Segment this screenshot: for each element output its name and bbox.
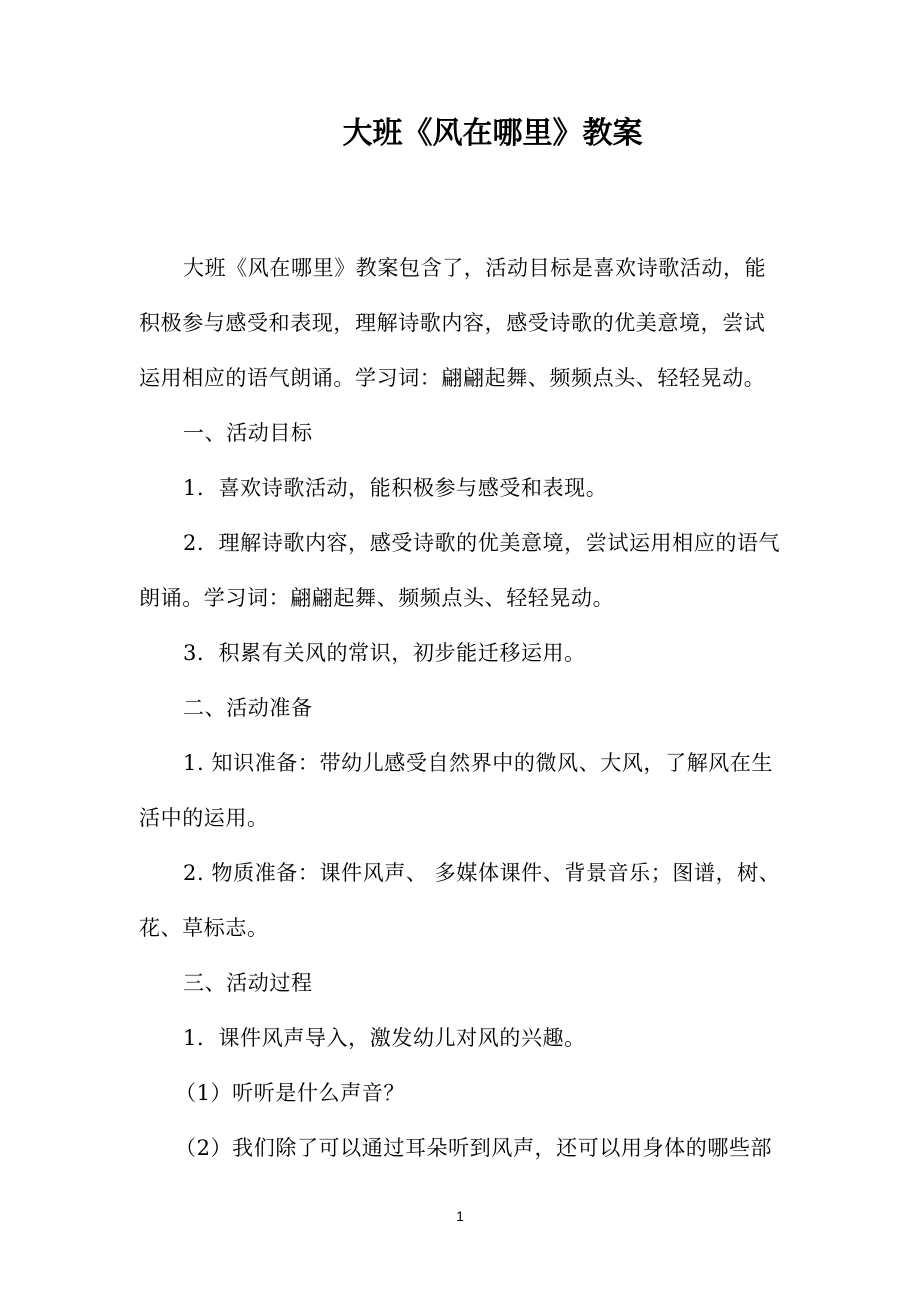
process-item-1: 1．课件风声导入，激发幼儿对风的兴趣。 xyxy=(183,1026,586,1050)
document-title: 大班《风在哪里》教案 xyxy=(342,116,643,151)
section-heading-process: 三、活动过程 xyxy=(183,971,313,995)
document-body xyxy=(139,241,782,1176)
preparation-item-1: 1. 知识准备：带幼儿感受自然界中的微风、大风，了解风在生活中的运用。 xyxy=(139,751,774,830)
process-subitem-2: （2）我们除了可以通过耳朵听到风声，还可以用身体的哪些部 xyxy=(175,1136,773,1160)
preparation-item-2: 2. 物质准备：课件风声、 多媒体课件、背景音乐；图谱，树、花、草标志。 xyxy=(139,861,781,940)
section-heading-goals: 一、活动目标 xyxy=(183,421,313,445)
page-number: 1 xyxy=(456,1208,464,1224)
goal-item-3: 3．积累有关风的常识，初步能迁移运用。 xyxy=(183,641,586,665)
goal-item-2: 2．理解诗歌内容，感受诗歌的优美意境，尝试运用相应的语气朗诵。学习词：翩翩起舞、频频点头、轻轻晃动。 xyxy=(139,531,781,610)
process-subitem-1: （1）听听是什么声音？ xyxy=(175,1081,405,1105)
goal-item-1: 1．喜欢诗歌活动，能积极参与感受和表现。 xyxy=(183,476,608,500)
intro-paragraph: 大班《风在哪里》教案包含了，活动目标是喜欢诗歌活动，能积极参与感受和表现，理解诗歌内容，感受诗歌的优美意境，尝试运用相应的语气朗诵。学习词：翩翩起舞、频频点头、轻轻晃动。 xyxy=(139,256,767,390)
section-heading-preparation: 二、活动准备 xyxy=(183,696,313,720)
